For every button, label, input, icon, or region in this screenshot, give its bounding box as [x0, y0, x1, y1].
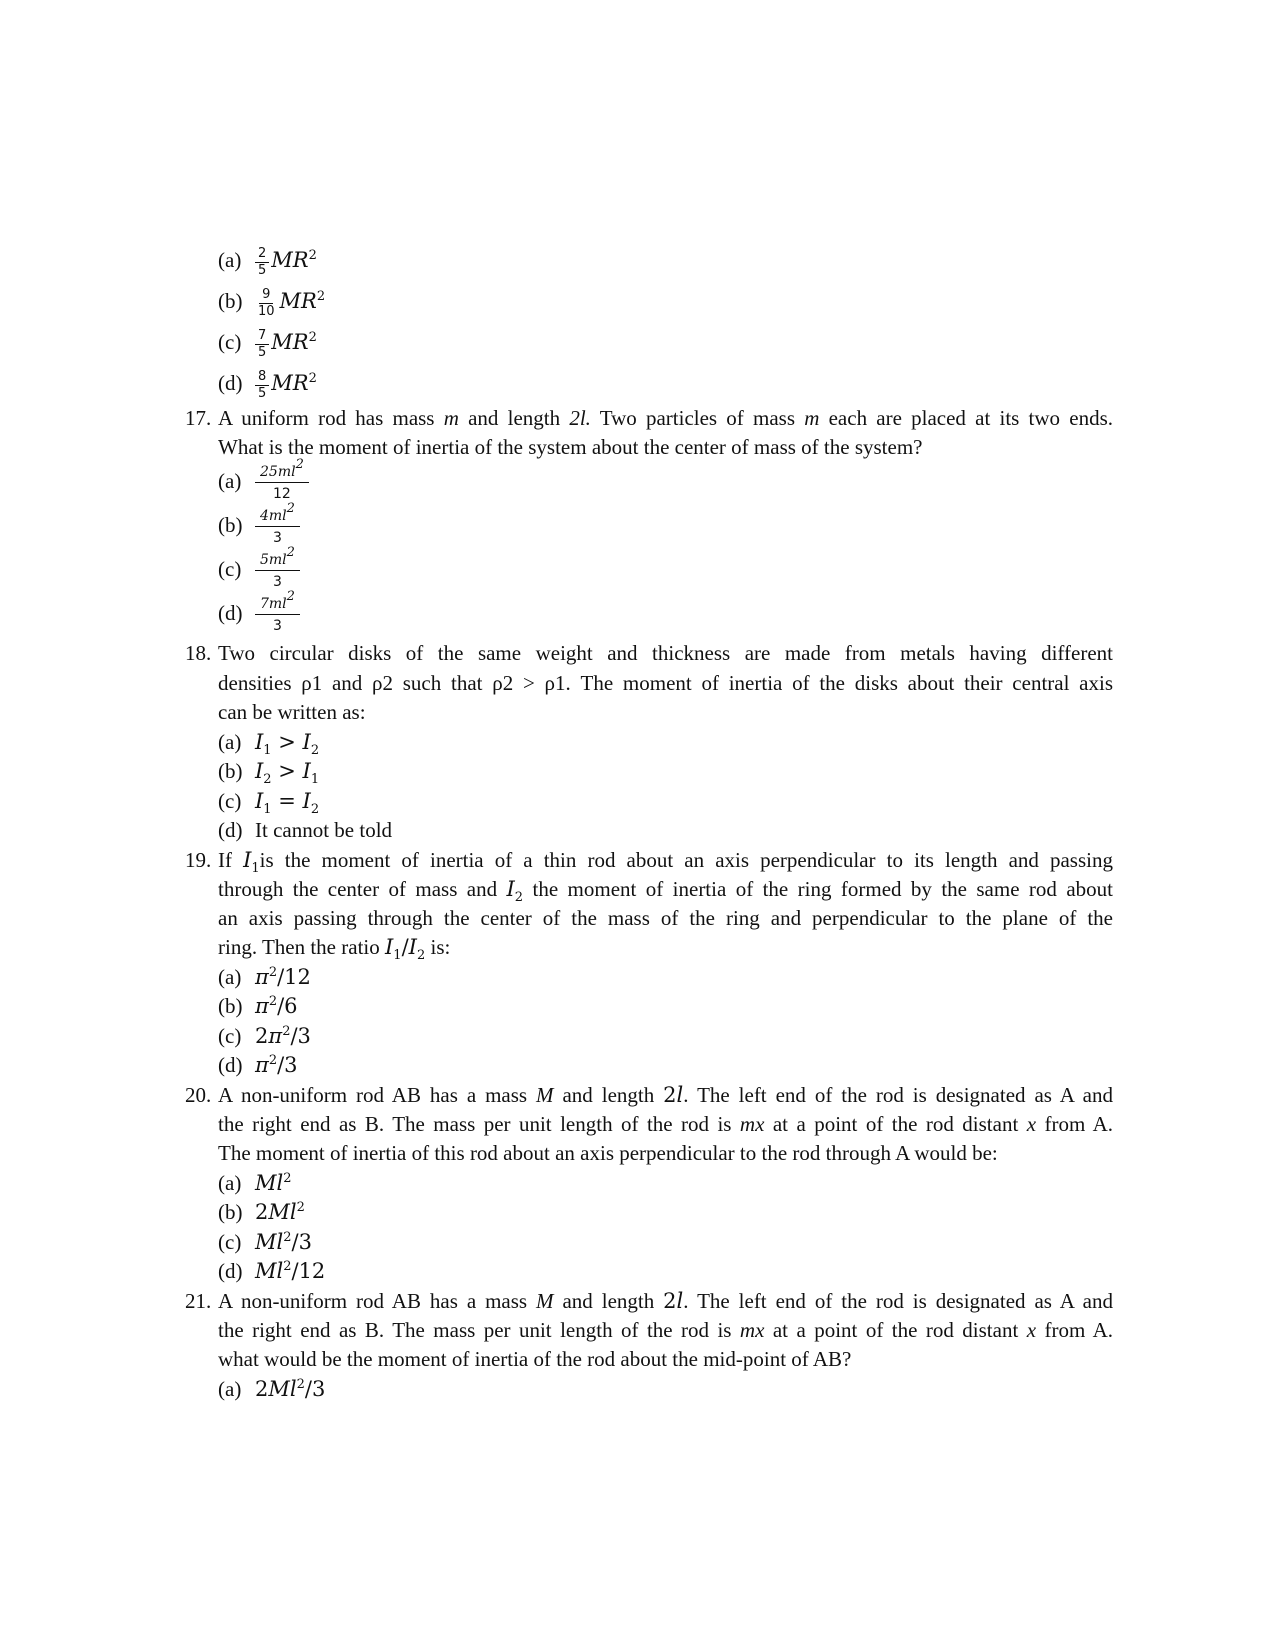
- question-18-number: 18.: [185, 641, 212, 665]
- question-20-line-2: the right end as B. The mass per unit length of the rod is mx at a point of the rod distant x from A.: [218, 1112, 1114, 1136]
- option-letter: (c): [218, 789, 242, 813]
- option-letter: (b): [218, 759, 243, 783]
- option-letter: (a): [218, 468, 242, 493]
- option-letter: (a): [218, 1377, 242, 1401]
- fraction: $\frac{8}{5}$: [255, 370, 269, 401]
- q16-option-b: (b) $\frac{9}{10}$ $MR^2$: [218, 286, 326, 319]
- option-expr: MR: [279, 289, 317, 313]
- question-17-line-1: A uniform rod has mass m and length 2l. Two particles of mass m each are placed at its two ends.: [218, 406, 1114, 430]
- q16-option-a: (a) $\frac{2}{5}$ $MR^2$: [218, 245, 317, 278]
- option-letter: (c): [218, 1230, 242, 1254]
- option-letter: (c): [218, 1024, 242, 1048]
- option-letter: (d): [218, 1053, 243, 1077]
- question-21-line-3: what would be the moment of inertia of the rod about the mid-point of AB?: [218, 1347, 852, 1371]
- option-expr: MR: [271, 330, 309, 354]
- option-letter: (b): [218, 994, 243, 1018]
- option-letter: (c): [218, 556, 242, 581]
- question-20-line-1: A non-uniform rod AB has a mass M and length 2l. The left end of the rod is designated as A and: [218, 1083, 1114, 1107]
- option-letter: (a): [218, 730, 242, 754]
- option-letter: (b): [218, 512, 243, 537]
- option-letter: (d): [218, 600, 243, 625]
- option-letter: (d): [218, 1259, 243, 1283]
- q20-option-d: (d) Ml$^2$/12: [218, 1256, 325, 1286]
- q16-option-c: (c) $\frac{7}{5}$ $MR^2$: [218, 327, 317, 360]
- question-17-line-2: What is the moment of inertia of the system about the center of mass of the system?: [218, 435, 923, 459]
- question-19-number: 19.: [185, 848, 212, 872]
- q18-option-b: (b) $I_2 > I_1$: [218, 756, 319, 786]
- option-expr: MR: [271, 371, 309, 395]
- question-21-number: 21.: [185, 1289, 212, 1313]
- q21-option-a: (a) 2Ml$^2$/3: [218, 1374, 325, 1404]
- q19-option-d: (d) $\pi^2/3$: [218, 1050, 298, 1080]
- q18-option-a: (a) $I_1 > I_2$: [218, 727, 319, 757]
- question-19-line-2: through the center of mass and $I_2$ the moment of inertia of the ring formed by the same rod about: [218, 877, 1113, 905]
- fraction: $\frac{5ml^2}{3}$: [255, 552, 300, 590]
- q20-option-c: (c) Ml$^2$/3: [218, 1227, 312, 1257]
- option-expr: MR: [271, 248, 309, 272]
- option-text: It cannot be told: [255, 818, 393, 842]
- fraction: $\frac{7}{5}$: [255, 329, 269, 360]
- question-19-line-1: If $I_1is$ the moment of inertia of a thin rod about an axis perpendicular to its length and passing: [218, 848, 1113, 876]
- q16-option-d: (d) $\frac{8}{5}$ $MR^2$: [218, 368, 317, 401]
- question-19-line-4: ring. Then the ratio $I_1/I_2$ is:: [218, 935, 451, 963]
- fraction: $\frac{7ml^2}{3}$: [255, 596, 300, 634]
- option-letter: (a): [218, 248, 242, 272]
- fraction: $\frac{9}{10}$: [258, 286, 275, 319]
- option-letter: (a): [218, 1171, 242, 1195]
- option-letter: (a): [218, 965, 242, 989]
- option-letter: (d): [218, 371, 243, 395]
- question-18-line-2: densities ρ1 and ρ2 such that ρ2 > ρ1. The moment of inertia of the disks about their central axis: [218, 671, 1113, 695]
- fraction: $\frac{4ml^2}{3}$: [255, 508, 300, 546]
- question-21-line-1: A non-uniform rod AB has a mass M and length 2l. The left end of the rod is designated as A and: [218, 1289, 1114, 1313]
- question-20-line-3: The moment of inertia of this rod about an axis perpendicular to the rod through A would be:: [218, 1141, 998, 1165]
- question-19-line-3: an axis passing through the center of the mass of the ring and perpendicular to the plane of the: [218, 906, 1113, 930]
- question-18-line-1: Two circular disks of the same weight and thickness are made from metals having different: [218, 641, 1113, 665]
- q17-option-c: [218, 545, 302, 590]
- q19-option-a: (a) $\pi^2/12$: [218, 962, 311, 992]
- q19-option-c: (c) $2\pi^2/3$: [218, 1021, 311, 1051]
- fraction: $\frac{25ml^2}{12}$: [255, 464, 309, 502]
- fraction: $\frac{2}{5}$: [255, 247, 269, 278]
- q18-option-c: (c) $I_1 = I_2$: [218, 786, 319, 816]
- question-20-number: 20.: [185, 1083, 212, 1107]
- q17-option-d: [218, 589, 302, 634]
- question-17-number: 17.: [185, 406, 212, 430]
- option-letter: (b): [218, 1200, 243, 1224]
- q20-option-b: (b) 2Ml$^2$: [218, 1197, 305, 1227]
- question-21-line-2: the right end as B. The mass per unit length of the rod is mx at a point of the rod distant x from A.: [218, 1318, 1114, 1342]
- q17-option-b: [218, 501, 302, 546]
- q18-option-d: [218, 815, 392, 845]
- option-letter: (b): [218, 289, 243, 313]
- q19-option-b: (b) $\pi^2/6$: [218, 991, 298, 1021]
- option-letter: (c): [218, 330, 242, 354]
- question-18-line-3: can be written as:: [218, 700, 366, 724]
- option-letter: (d): [218, 818, 243, 842]
- q17-option-a: [218, 457, 311, 502]
- q20-option-a: (a) Ml$^2$: [218, 1168, 292, 1198]
